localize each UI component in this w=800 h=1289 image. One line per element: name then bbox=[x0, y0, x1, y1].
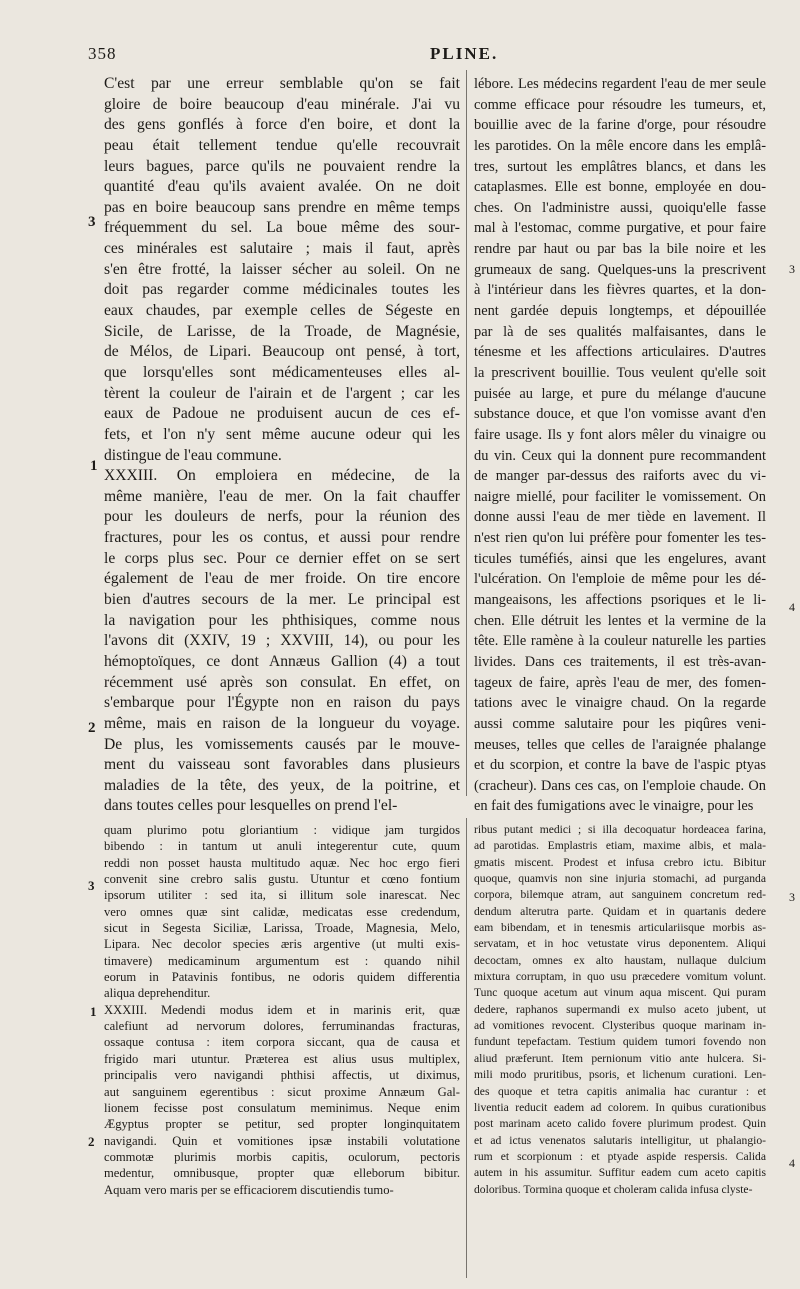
text-line: C'est par une erreur semblable qu'on se fait bbox=[104, 75, 460, 92]
section-number-1-latin: 1 bbox=[90, 1004, 97, 1019]
text-line: leurs bagues, parce qu'ils ne pouvaient rendre la bbox=[104, 157, 460, 175]
text-line: medentur, omnibusque, propter quæ elleborum bibitur. bbox=[104, 1166, 460, 1181]
text-line: pour les douleurs de nerfs, pour la réunion des bbox=[104, 508, 460, 526]
text-line: post marinam aceto calido fovere plurimum prodest. Quin bbox=[474, 1117, 766, 1131]
text-line: grumeaux de sang. Quelques-uns la prescrivent bbox=[474, 261, 766, 278]
text-line: hémoptoïques, ce dont Annæus Gallion (4) a tout bbox=[104, 652, 460, 670]
text-line: navigandi. Quin et vomitiones ipsæ instabili volutatione bbox=[104, 1133, 460, 1148]
text-line: même, mais en raison de la longueur du voyage. bbox=[104, 714, 460, 732]
text-line: Lipara. Nec decolor species æris argentive (ut multi exis- bbox=[104, 937, 460, 952]
text-line: cataplasmes. Elle est bonne, employée en dou- bbox=[474, 179, 766, 196]
text-line: et ad ictus venenatos salutaris intelligitur, ut phalangio- bbox=[474, 1133, 766, 1147]
text-line: quoque, quamvis non sine injuria stomachi, ad purganda bbox=[474, 872, 766, 886]
text-line: en fait des fumigations avec le vinaigre, pour les bbox=[474, 798, 754, 815]
text-line: mal à l'estomac, comme purgative, et pour faire bbox=[474, 220, 766, 237]
text-line: principalis vero navigandi phthisi affectis, ut diximus, bbox=[104, 1068, 460, 1083]
text-line: substance douce, et que l'on vomisse avant d'en bbox=[474, 406, 766, 423]
text-line: mangeaisons, les affections psoriques et le li- bbox=[474, 592, 766, 609]
section-number-2-french: 2 bbox=[88, 720, 96, 736]
text-line: nent gardée depuis longtemps, et dépouillée bbox=[474, 303, 766, 320]
text-line: l'ulcération. On l'emploie de même pour les dé- bbox=[474, 571, 766, 588]
text-line: eam bibendam, et in tenesmis articulariisque morbis as- bbox=[474, 921, 766, 935]
text-line: fréquemment du sel. La boue même des sour- bbox=[104, 219, 460, 237]
text-line: ribus putant medici ; si illa decoquatur hordeacea farina, bbox=[474, 823, 766, 836]
text-line: la prescrivent bouillie. Tous veulent qu'elle soit bbox=[474, 364, 766, 381]
text-line: meuses, telles que celles de l'araignée phalange bbox=[474, 736, 766, 753]
text-line: le corps plus sec. Pour ce dernier effet on se sert bbox=[104, 549, 460, 567]
section-number-3-latin-right: 3 bbox=[789, 890, 795, 904]
text-line: servatam, et in hoc vetustate virus deponentem. Aliqui bbox=[474, 937, 766, 951]
section-number-4-latin-right: 4 bbox=[789, 1156, 795, 1170]
section-number-3-french-right: 3 bbox=[789, 262, 795, 276]
text-line: distingue de l'eau commune. bbox=[104, 446, 282, 464]
text-line: XXXIII. On emploiera en médecine, de la bbox=[104, 467, 460, 485]
text-line: ad vomitiones revocent. Clysteribus quoque marinam in- bbox=[474, 1019, 766, 1033]
text-line: l'avons dit (XXIV, 19 ; XXVIII, 14), ou pour les bbox=[104, 632, 460, 650]
text-line: timavere) medicaminum argumentum est : quando nihil bbox=[104, 953, 460, 968]
text-line: sicut in Segesta Siciliæ, Larissa, Troade, Magnesia, Melo, bbox=[104, 921, 460, 936]
text-line: fractures, pour les os contus, et aussi pour rendre bbox=[104, 529, 460, 547]
text-line: maladies de la tête, des yeux, de la poitrine, et bbox=[104, 776, 460, 794]
text-line: fets, et l'on n'y sent même aucune odeur qui les bbox=[104, 425, 460, 443]
french-text-right-column bbox=[474, 74, 766, 815]
text-line: des quoque et tetra capitis animalia hac curantur : et bbox=[474, 1084, 766, 1098]
text-line: livides. Dans ces traitements, il est très-avan- bbox=[474, 653, 766, 670]
text-line: faire usage. Ils y font alors mêler du vinaigre ou bbox=[474, 426, 766, 443]
text-line: récemment usé après son consulat. En effet, on bbox=[104, 673, 460, 691]
text-line: tageux de faire, après l'eau de mer, des fomen- bbox=[474, 674, 766, 691]
text-line: corpora, bilemque atram, aut sanguinem concretum red- bbox=[474, 888, 766, 902]
text-line: calefiunt ad nervorum dolores, ferruminandas fracturas, bbox=[104, 1019, 460, 1034]
text-line: bien d'autres secours de la mer. Le principal est bbox=[104, 591, 460, 609]
text-line: aliud præferunt. Item pernionum vitio ante hulcera. Si- bbox=[474, 1051, 766, 1065]
text-line: ad parotidas. Emplastris etiam, maxime albis, et mala- bbox=[474, 839, 766, 853]
text-line: s'en être frotté, la laisser sécher au soleil. On ne bbox=[104, 260, 460, 278]
text-line: lébore. Les médecins regardent l'eau de mer seule bbox=[474, 76, 766, 92]
text-line: commotæ plurimis morbis capitis, oculorum, pectoris bbox=[104, 1149, 460, 1164]
text-line: Sicile, de Larisse, de la Troade, de Magnésie, bbox=[104, 322, 460, 340]
latin-text-right-column bbox=[474, 822, 766, 1276]
section-number-2-latin: 2 bbox=[88, 1134, 95, 1149]
text-line: naigre miellé, pour faciliter le vomissement. On bbox=[474, 488, 766, 505]
text-line: par là de ses qualités malfaisantes, dans le bbox=[474, 323, 766, 340]
text-line: ches. On l'administre aussi, quoiqu'elle fasse bbox=[474, 199, 766, 216]
text-line: chen. Elle détruit les lentes et la vermine de la bbox=[474, 612, 766, 629]
text-line: comme efficace pour résoudre les tumeurs, et, bbox=[474, 96, 766, 113]
text-line: n'est rien qu'on lui préfère pour fomenter les tes- bbox=[474, 530, 766, 547]
text-line: doloribus. Tormina quoque et choleram calida infusa clyste- bbox=[474, 1182, 753, 1196]
section-number-3-french: 3 bbox=[88, 214, 96, 230]
text-line: de manger par-dessus des raiforts avec du vi- bbox=[474, 468, 766, 485]
text-line: quam plurimo potu gloriantium : vidique jam turgidos bbox=[104, 823, 460, 837]
text-line: pas en boire beaucoup sans prendre en même temps bbox=[104, 198, 460, 216]
text-line: bouillie avec de la farine d'orge, pour résoudre bbox=[474, 117, 766, 134]
text-line: doit pas regarder comme médicinales toutes les bbox=[104, 281, 460, 299]
text-line: quantité d'eau qu'ils avaient avalée. On ne doit bbox=[104, 178, 460, 196]
text-line: decoctam, omnes ex alto haustam, nullaque dulcium bbox=[474, 953, 766, 967]
text-line: dendum alterutra parte. Quidam et in quartanis dedere bbox=[474, 904, 766, 918]
text-line: Aquam vero maris per se efficaciorem discutiendis tumo- bbox=[104, 1182, 394, 1197]
text-line: bibendo : in tantum ut anuli integerentur cute, quum bbox=[104, 839, 460, 854]
text-line: vero omnes quæ sint calidæ, medicatas esse credendum, bbox=[104, 904, 460, 919]
text-line: De plus, les vomissements causés par le mouve- bbox=[104, 735, 460, 753]
latin-text-left-column bbox=[104, 822, 460, 1276]
text-line: gmatis miscent. Prodest et infusa crebro ictu. Bibitur bbox=[474, 855, 766, 869]
text-line: aut sanguinem egerentibus : sicut proxime Annæum Gal- bbox=[104, 1084, 460, 1099]
text-line: aussi comme salutaire pour les piqûres veni- bbox=[474, 715, 766, 732]
text-line: eaux chaudes, par exemple celles de Ségeste en bbox=[104, 302, 460, 320]
running-title: PLINE. bbox=[430, 44, 499, 63]
text-line: rum et scorpionum : et ptyade aspide respersis. Calida bbox=[474, 1149, 766, 1163]
text-line: fundunt tepefactam. Testium quidem tumori fovendo non bbox=[474, 1035, 766, 1049]
text-line: tèrent la couleur de l'airain et de l'argent ; car les bbox=[104, 384, 460, 402]
text-line: reddi non posset hausta multitudo aquæ. Nec hoc ergo fieri bbox=[104, 855, 460, 870]
text-line: ipsorum utiliter : sed ita, si illitum sole inarescat. Nec bbox=[104, 888, 460, 903]
text-line: Tunc quoque acetum aut vinum aqua miscent. Qui puram bbox=[474, 986, 766, 1000]
text-line: XXXIII. Medendi modus idem et in marinis erit, quæ bbox=[104, 1002, 460, 1017]
text-line: mili modo pruritibus, psoris, et lichenum curationi. Len- bbox=[474, 1068, 766, 1082]
text-line: s'embarque pour l'Égypte non en raison du pays bbox=[104, 694, 460, 712]
text-line: ténesme et les affections articulaires. D'autres bbox=[474, 344, 766, 361]
text-line: tres, surtout les emplâtres blancs, et dans les bbox=[474, 158, 766, 175]
text-line: même manière, l'eau de mer. On la fait chauffer bbox=[104, 487, 460, 505]
text-line: ticules tuméfiés, ainsi que les engelures, avant bbox=[474, 550, 766, 567]
text-line: tête. Elle ramène à la couleur naturelle les parties bbox=[474, 633, 766, 650]
text-line: également de l'eau de mer froide. On tire encore bbox=[104, 570, 460, 588]
text-line: à l'intérieur dans les fièvres quartes, et la don- bbox=[474, 282, 766, 299]
text-line: liventia reducit eadem ad colorem. In quibus curationibus bbox=[474, 1100, 766, 1114]
text-line: dans toutes celles pour lesquelles on prend l'el- bbox=[104, 797, 398, 815]
text-line: rendre par haut ou par bas la bile noire et les bbox=[474, 241, 766, 258]
text-line: de Mélos, de Lipari. Beaucoup ont pensé, à tort, bbox=[104, 343, 460, 361]
text-line: Ægyptus propter se petitur, sed propter longinquitatem bbox=[104, 1117, 460, 1132]
text-line: tations avec le vinaigre chaud. On la regarde bbox=[474, 695, 766, 712]
text-line: peau était tellement tendue qu'elle recouvrait bbox=[104, 136, 460, 154]
text-line: eaux de Padoue ne produisent aucun de ces ef- bbox=[104, 405, 460, 423]
text-line: gloire de boire beaucoup d'eau minérale. J'ai vu bbox=[104, 95, 460, 113]
text-line: les parotides. On la mêle encore dans les emplâ- bbox=[474, 137, 766, 154]
text-line: aliqua deprehenditur. bbox=[104, 986, 211, 1001]
column-divider-latin bbox=[466, 818, 467, 1278]
section-number-3-latin: 3 bbox=[88, 878, 95, 893]
text-line: du vin. Ceux qui la donnent pure recommandent bbox=[474, 447, 766, 464]
text-line: eorum in Patavinis fontibus, ne odoris quidem differentia bbox=[104, 970, 460, 985]
text-line: la navigation pour les phthisiques, comme nous bbox=[104, 611, 460, 629]
text-line: dedere, raphanos supermandi ex mulso aceto jubent, ut bbox=[474, 1002, 766, 1016]
text-line: puisée au large, et pure du mélange d'aucune bbox=[474, 385, 766, 402]
text-line: que lorsqu'elles sont médicamenteuses elles al- bbox=[104, 363, 460, 381]
text-line: et du scorpion, et contre la bave de l'aspic ptyas bbox=[474, 757, 766, 774]
text-line: (cracheur). Dans ces cas, on l'emploie chaude. On bbox=[474, 777, 766, 794]
page-number: 358 bbox=[88, 44, 117, 63]
text-line: lionem fecisse post consulatum meminimus. Neque enim bbox=[104, 1100, 460, 1115]
text-line: convenit sine crebro salis gustu. Utuntur et cœno fontium bbox=[104, 872, 460, 887]
text-line: autem in his assumitur. Suffitur eadem cum aceto capitis bbox=[474, 1166, 766, 1180]
section-number-1-french: 1 bbox=[90, 458, 98, 474]
page-header bbox=[0, 44, 800, 68]
text-line: ossaque contusa : item corpora siccant, qua de causa et bbox=[104, 1035, 460, 1050]
text-line: donne aussi l'eau de mer tiède en lavement. Il bbox=[474, 509, 766, 526]
section-number-4-french-right: 4 bbox=[789, 600, 795, 614]
text-line: ment du vaisseau sont favorables dans plusieurs bbox=[104, 756, 460, 774]
text-line: mixtura corruptam, in quo usu præcedere vomitum volunt. bbox=[474, 970, 766, 984]
text-line: des gens gonflés à force d'en boire, et dont la bbox=[104, 116, 460, 134]
text-line: ces minérales est salutaire ; mais il faut, après bbox=[104, 240, 460, 258]
column-divider-french bbox=[466, 70, 467, 796]
text-line: frigido mari utuntur. Præterea est alius usus multiplex, bbox=[104, 1051, 460, 1066]
french-text-left-column bbox=[104, 74, 460, 815]
